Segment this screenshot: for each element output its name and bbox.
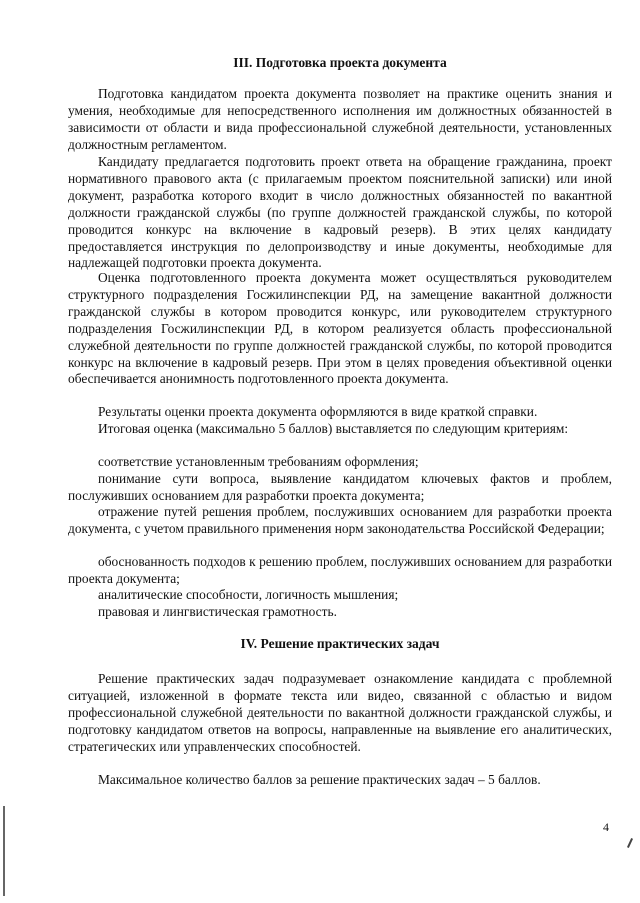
criterion-item: обоснованность подходов к решению проблем, послуживших основанием для разработки проекта документа; xyxy=(68,554,612,586)
criterion-item: аналитические способности, логичность мышления; xyxy=(98,587,399,602)
scan-edge-mark xyxy=(3,806,5,896)
criterion-item: понимание сути вопроса, выявление кандидатом ключевых фактов и проблем, послуживших основанием для разработки проекта документа; xyxy=(68,471,612,503)
paragraph: Итоговая оценка (максимально 5 баллов) выставляется по следующим критериям: xyxy=(98,421,569,436)
paragraph: Результаты оценки проекта документа оформляются в виде краткой справки. xyxy=(98,404,538,419)
paragraph: Подготовка кандидатом проекта документа позволяет на практике оценить знания и умения, необходимые для непосредственного исполнения им должностных обязанностей в зависимости от области и вида профессиональной служебной деятельности, установленных должностным регламентом. xyxy=(68,86,612,152)
paragraph: Оценка подготовленного проекта документа может осуществляться руководителем структурного подразделения Госжилинспекции РД, на замещение вакантной должности гражданской службы в котором проводится конкурс, или руководителем структурного подразделения Госжилинспекции РД, в котором реализуется область профессиональной служебной деятельности по группе должностей гражданской службы, по которой проводится конкурс на включение в кадровый резерв. При этом в целях проведения объективной оценки обеспечивается анонимность подготовленного проекта документа. xyxy=(68,270,612,387)
criterion-item: отражение путей решения проблем, послуживших основанием для разработки проекта документа, с учетом правильного применения норм законодательства Российской Федерации; xyxy=(68,504,612,536)
section-3-title: III. Подготовка проекта документа xyxy=(233,55,447,70)
paragraph: Решение практических задач подразумевает ознакомление кандидата с проблемной ситуацией, изложенной в формате текста или видео, связанной с областью и видом профессиональной служебной деятельности по вакантной должности гражданской службы, и подготовку кандидатом ответов на вопросы, направленные на выявление его аналитических, стратегических или управленческих способностей. xyxy=(68,671,612,754)
paragraph: Максимальное количество баллов за решение практических задач – 5 баллов. xyxy=(98,772,541,787)
criterion-item: соответствие установленным требованиям оформления; xyxy=(98,454,419,469)
scan-corner-mark xyxy=(627,838,633,848)
criterion-item: правовая и лингвистическая грамотность. xyxy=(98,604,337,619)
page-number: 4 xyxy=(603,820,609,834)
paragraph: Кандидату предлагается подготовить проект ответа на обращение гражданина, проект нормативного правового акта (с прилагаемым проектом пояснительной записки) или иной документ, разработка которого входит в число должностных обязанностей по вакантной должности гражданской службы (по группе должностей гражданской службы, по которой проводится конкурс на включение в кадровый резерв). В этих целях кандидату предоставляется инструкция по делопроизводству и иные документы, необходимые для надлежащей подготовки проекта документа. xyxy=(68,154,612,271)
section-4-title: IV. Решение практических задач xyxy=(240,636,440,651)
